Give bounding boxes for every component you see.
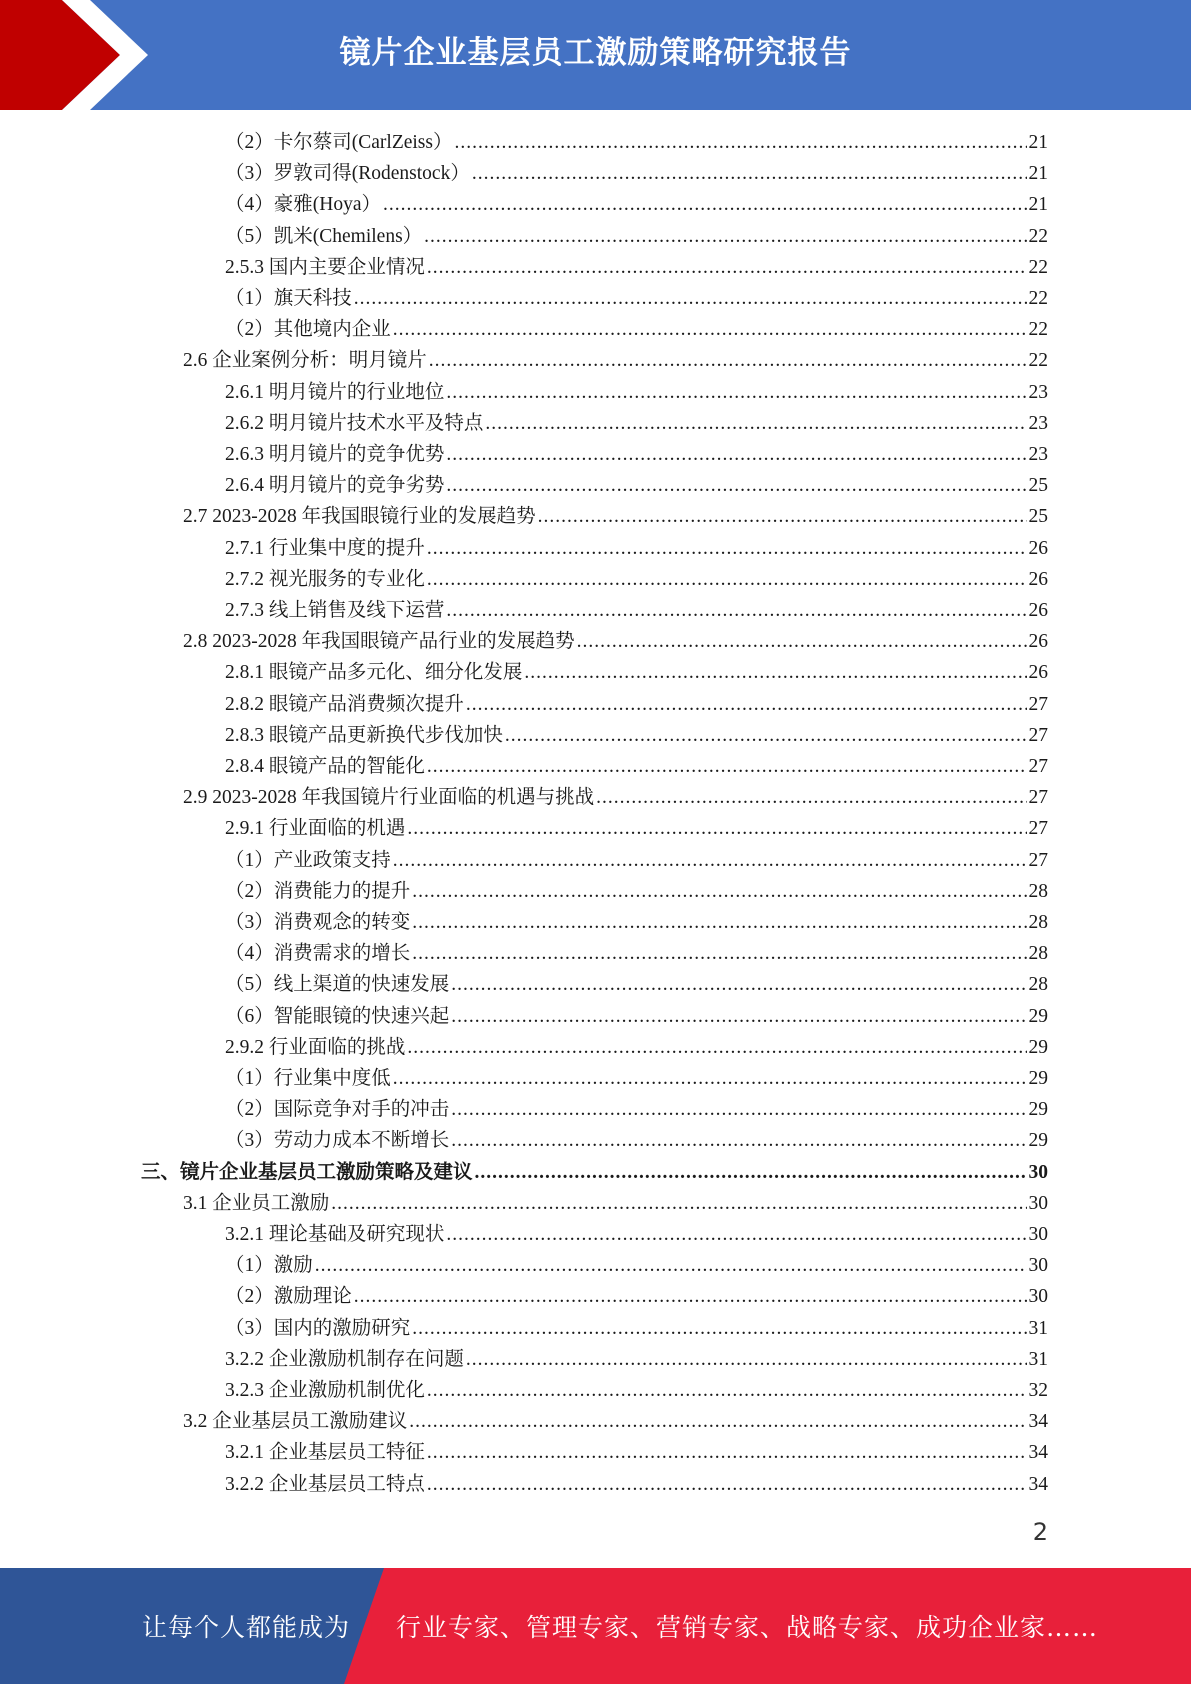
toc-entry-label: 3.2.3 企业激励机制优化 xyxy=(225,1380,425,1401)
toc-entry-label: 2.8 2023-2028 年我国眼镜产品行业的发展趋势 xyxy=(183,631,575,653)
toc-leader-dots xyxy=(412,907,1026,938)
toc-entry-page: 26 xyxy=(1028,568,1048,590)
toc-entry-label: 2.6.3 明月镜片的竞争优势 xyxy=(225,444,445,465)
toc-entry-label: 2.7.1 行业集中度的提升 xyxy=(225,537,425,559)
toc-entry[interactable] xyxy=(225,1219,1048,1250)
toc-entry[interactable] xyxy=(141,1157,1048,1188)
toc-leader-dots xyxy=(331,1188,1026,1219)
toc-entry-label: 2.6.2 明月镜片技术水平及特点 xyxy=(225,412,484,434)
toc-entry-label: （4）豪雅(Hoya） xyxy=(225,194,381,216)
toc-entry-page: 26 xyxy=(1028,600,1048,621)
toc-entry-label: 2.9.2 行业面临的挑战 xyxy=(225,1036,406,1058)
toc-entry[interactable] xyxy=(225,1032,1048,1063)
toc-entry[interactable] xyxy=(225,720,1048,751)
toc-entry-page: 34 xyxy=(1028,1411,1048,1433)
toc-entry[interactable] xyxy=(183,1406,1048,1437)
toc-entry-page: 27 xyxy=(1028,724,1048,746)
toc-leader-dots xyxy=(427,751,1027,782)
toc-leader-dots xyxy=(354,283,1027,314)
toc-entry-page: 32 xyxy=(1028,1380,1048,1401)
toc-entry-page: 31 xyxy=(1028,1348,1048,1370)
toc-entry-label: （5）凯米(Chemilens） xyxy=(225,225,423,247)
toc-leader-dots xyxy=(485,408,1026,439)
toc-entry[interactable] xyxy=(225,595,1048,626)
toc-entry[interactable] xyxy=(225,189,1048,220)
toc-entry-page: 30 xyxy=(1028,1255,1048,1277)
toc-entry[interactable] xyxy=(225,876,1048,907)
toc-entry-label: 3.2.2 企业激励机制存在问题 xyxy=(225,1348,464,1370)
toc-leader-dots xyxy=(427,252,1027,283)
toc-entry-page: 28 xyxy=(1028,880,1048,902)
toc-leader-dots xyxy=(407,1032,1026,1063)
toc-entry-label: 2.8.3 眼镜产品更新换代步伐加快 xyxy=(225,724,503,746)
toc-leader-dots xyxy=(505,720,1027,751)
toc-entry-page: 25 xyxy=(1028,506,1048,528)
toc-leader-dots xyxy=(427,1375,1027,1406)
toc-entry[interactable] xyxy=(225,1094,1048,1125)
toc-entry[interactable] xyxy=(225,127,1048,158)
toc-leader-dots xyxy=(427,1469,1027,1500)
toc-entry-label: （2）其他境内企业 xyxy=(225,319,391,341)
page-header xyxy=(0,0,1191,110)
toc-entry-page: 22 xyxy=(1028,288,1048,309)
toc-leader-dots xyxy=(393,314,1027,345)
toc-entry-label: （1）行业集中度低 xyxy=(225,1068,391,1089)
toc-entry[interactable] xyxy=(225,969,1048,1000)
toc-entry-label: 2.7.3 线上销售及线下运营 xyxy=(225,600,445,621)
toc-leader-dots xyxy=(446,470,1026,501)
toc-leader-dots xyxy=(383,189,1027,220)
toc-entry[interactable] xyxy=(225,1125,1048,1156)
toc-entry-label: 3.2.1 企业基层员工特征 xyxy=(225,1442,425,1464)
toc-leader-dots xyxy=(446,377,1026,408)
toc-entry-label: （3）罗敦司得(Rodenstock） xyxy=(225,163,470,185)
toc-entry[interactable] xyxy=(225,408,1048,439)
page-footer xyxy=(0,1568,1191,1684)
toc-entry[interactable] xyxy=(225,1469,1048,1500)
toc-leader-dots xyxy=(424,221,1026,252)
toc-entry-page: 30 xyxy=(1028,1224,1048,1245)
toc-leader-dots xyxy=(446,439,1026,470)
toc-entry[interactable] xyxy=(183,626,1048,657)
toc-entry[interactable] xyxy=(183,501,1048,532)
toc-entry-page: 21 xyxy=(1028,194,1048,216)
toc-entry-label: 2.9.1 行业面临的机遇 xyxy=(225,818,406,840)
toc-entry-page: 30 xyxy=(1028,1161,1048,1183)
toc-entry[interactable] xyxy=(225,907,1048,938)
toc-entry-page: 22 xyxy=(1028,350,1048,372)
toc-entry-label: （1）产业政策支持 xyxy=(225,849,391,871)
toc-entry-page: 27 xyxy=(1028,849,1048,871)
toc-leader-dots xyxy=(354,1281,1027,1312)
toc-leader-dots xyxy=(466,689,1027,720)
header-chevron-icon xyxy=(0,0,160,110)
toc-entry-page: 26 xyxy=(1028,537,1048,559)
toc-leader-dots xyxy=(412,1313,1026,1344)
toc-leader-dots xyxy=(472,158,1027,189)
toc-entry[interactable] xyxy=(225,439,1048,470)
toc-leader-dots xyxy=(427,1437,1027,1468)
toc-entry-label: 2.6.1 明月镜片的行业地位 xyxy=(225,381,445,403)
toc-entry-label: （2）卡尔蔡司(CarlZeiss） xyxy=(225,132,453,153)
toc-entry-label: 2.8.4 眼镜产品的智能化 xyxy=(225,756,425,777)
footer-slogan-left: 让每个人都能成为 xyxy=(142,1613,351,1642)
toc-entry-page: 27 xyxy=(1028,787,1048,809)
toc-leader-dots xyxy=(538,501,1027,532)
toc-entry-label: 2.7.2 视光服务的专业化 xyxy=(225,568,425,590)
toc-entry-label: 3.2 企业基层员工激励建议 xyxy=(183,1411,408,1433)
toc-entry-label: （2）消费能力的提升 xyxy=(225,880,411,902)
toc-leader-dots xyxy=(451,969,1026,1000)
toc-leader-dots xyxy=(451,1001,1026,1032)
page-number: 2 xyxy=(1032,1518,1048,1546)
toc-entry-page: 34 xyxy=(1028,1473,1048,1495)
toc-entry-label: （2）激励理论 xyxy=(225,1286,352,1308)
toc-entry-label: 2.6 企业案例分析：明月镜片 xyxy=(183,350,427,372)
toc-leader-dots xyxy=(446,1219,1026,1250)
toc-entry[interactable] xyxy=(225,1437,1048,1468)
toc-entry-page: 29 xyxy=(1028,1130,1048,1152)
toc-entry[interactable] xyxy=(225,1063,1048,1094)
toc-entry[interactable] xyxy=(183,345,1048,376)
toc-entry-page: 22 xyxy=(1028,256,1048,278)
toc-entry-page: 27 xyxy=(1028,818,1048,840)
toc-entry-label: （3）国内的激励研究 xyxy=(225,1317,411,1339)
toc-entry-page: 30 xyxy=(1028,1192,1048,1214)
toc-entry-page: 26 xyxy=(1028,631,1048,653)
toc-entry[interactable] xyxy=(225,221,1048,252)
toc-entry[interactable] xyxy=(225,657,1048,688)
toc-entry-page: 34 xyxy=(1028,1442,1048,1464)
toc-entry-label: （6）智能眼镜的快速兴起 xyxy=(225,1005,450,1027)
toc-entry[interactable] xyxy=(225,689,1048,720)
toc-entry[interactable] xyxy=(225,1313,1048,1344)
toc-leader-dots xyxy=(446,595,1026,626)
toc-leader-dots xyxy=(451,1125,1026,1156)
toc-entry[interactable] xyxy=(225,938,1048,969)
toc-entry-page: 29 xyxy=(1028,1036,1048,1058)
toc-entry-page: 28 xyxy=(1028,943,1048,965)
toc-entry[interactable] xyxy=(225,377,1048,408)
toc-entry-page: 29 xyxy=(1028,1099,1048,1121)
toc-leader-dots xyxy=(393,1063,1027,1094)
toc-entry-page: 28 xyxy=(1028,912,1048,933)
toc-leader-dots xyxy=(315,1250,1027,1281)
toc-entry-label: （1）激励 xyxy=(225,1255,313,1277)
toc-leader-dots xyxy=(412,876,1026,907)
toc-leader-dots xyxy=(454,127,1026,158)
toc-leader-dots xyxy=(466,1344,1027,1375)
toc-entry-page: 27 xyxy=(1028,693,1048,715)
toc-entry-label: （2）国际竞争对手的冲击 xyxy=(225,1099,450,1121)
toc-entry-label: （3）劳动力成本不断增长 xyxy=(225,1130,450,1152)
toc-entry-label: （5）线上渠道的快速发展 xyxy=(225,974,450,996)
toc-leader-dots xyxy=(427,564,1027,595)
toc-leader-dots xyxy=(409,1406,1026,1437)
toc-entry-page: 30 xyxy=(1028,1286,1048,1308)
toc-entry[interactable] xyxy=(225,1281,1048,1312)
toc-entry[interactable] xyxy=(225,283,1048,314)
toc-entry[interactable] xyxy=(183,1188,1048,1219)
toc-leader-dots xyxy=(524,657,1026,688)
toc-leader-dots xyxy=(427,533,1027,564)
toc-entry[interactable] xyxy=(225,533,1048,564)
toc-entry[interactable] xyxy=(225,1001,1048,1032)
toc-entry-page: 26 xyxy=(1028,662,1048,684)
toc-leader-dots xyxy=(475,1157,1027,1188)
toc-entry-page: 29 xyxy=(1028,1005,1048,1027)
toc-entry-label: 3.2.1 理论基础及研究现状 xyxy=(225,1224,445,1245)
toc-entry-page: 31 xyxy=(1028,1317,1048,1339)
toc-leader-dots xyxy=(412,938,1026,969)
toc-entry-page: 21 xyxy=(1028,163,1048,185)
toc-entry-page: 25 xyxy=(1028,475,1048,497)
toc-entry-label: 2.8.1 眼镜产品多元化、细分化发展 xyxy=(225,662,523,684)
toc-entry-label: 2.6.4 明月镜片的竞争劣势 xyxy=(225,475,445,497)
toc-leader-dots xyxy=(429,345,1027,376)
toc-leader-dots xyxy=(596,782,1026,813)
toc-entry-page: 28 xyxy=(1028,974,1048,996)
toc-entry-page: 21 xyxy=(1028,132,1048,153)
toc-leader-dots xyxy=(577,626,1027,657)
toc-leader-dots xyxy=(407,813,1026,844)
toc-entry-label: 2.5.3 国内主要企业情况 xyxy=(225,256,425,278)
toc-entry[interactable] xyxy=(183,782,1048,813)
toc-leader-dots xyxy=(451,1094,1026,1125)
toc-entry[interactable] xyxy=(225,1344,1048,1375)
toc-entry-page: 22 xyxy=(1028,225,1048,247)
toc-leader-dots xyxy=(393,845,1027,876)
toc-entry-label: （4）消费需求的增长 xyxy=(225,943,411,965)
toc-entry-label: 3.1 企业员工激励 xyxy=(183,1192,330,1214)
toc-entry[interactable] xyxy=(225,1250,1048,1281)
toc-entry-page: 23 xyxy=(1028,444,1048,465)
toc-entry[interactable] xyxy=(225,845,1048,876)
toc-entry-label: 2.8.2 眼镜产品消费频次提升 xyxy=(225,693,464,715)
toc-entry[interactable] xyxy=(225,1375,1048,1406)
toc-entry-label: 3.2.2 企业基层员工特点 xyxy=(225,1473,425,1495)
toc-entry[interactable] xyxy=(225,470,1048,501)
toc-entry-label: （3）消费观念的转变 xyxy=(225,912,411,933)
toc-entry[interactable] xyxy=(225,564,1048,595)
toc-entry-page: 23 xyxy=(1028,381,1048,403)
toc-entry[interactable] xyxy=(225,158,1048,189)
toc-entry[interactable] xyxy=(225,314,1048,345)
toc-entry-page: 29 xyxy=(1028,1068,1048,1089)
toc-entry-page: 27 xyxy=(1028,756,1048,777)
toc-entry[interactable] xyxy=(225,813,1048,844)
report-title: 镜片企业基层员工激励策略研究报告 xyxy=(339,35,852,71)
toc-entry-page: 22 xyxy=(1028,319,1048,341)
toc-entry-label: 2.7 2023-2028 年我国眼镜行业的发展趋势 xyxy=(183,506,536,528)
toc-entry[interactable] xyxy=(225,252,1048,283)
toc-entry-label: （1）旗天科技 xyxy=(225,288,352,309)
toc-entry-page: 23 xyxy=(1028,412,1048,434)
toc-entry[interactable] xyxy=(225,751,1048,782)
footer-slogan-right: 行业专家、管理专家、营销专家、战略专家、成功企业家…… xyxy=(396,1613,1099,1642)
toc-entry-label: 2.9 2023-2028 年我国镜片行业面临的机遇与挑战 xyxy=(183,787,595,809)
toc-entry-label: 三、镜片企业基层员工激励策略及建议 xyxy=(141,1161,473,1183)
